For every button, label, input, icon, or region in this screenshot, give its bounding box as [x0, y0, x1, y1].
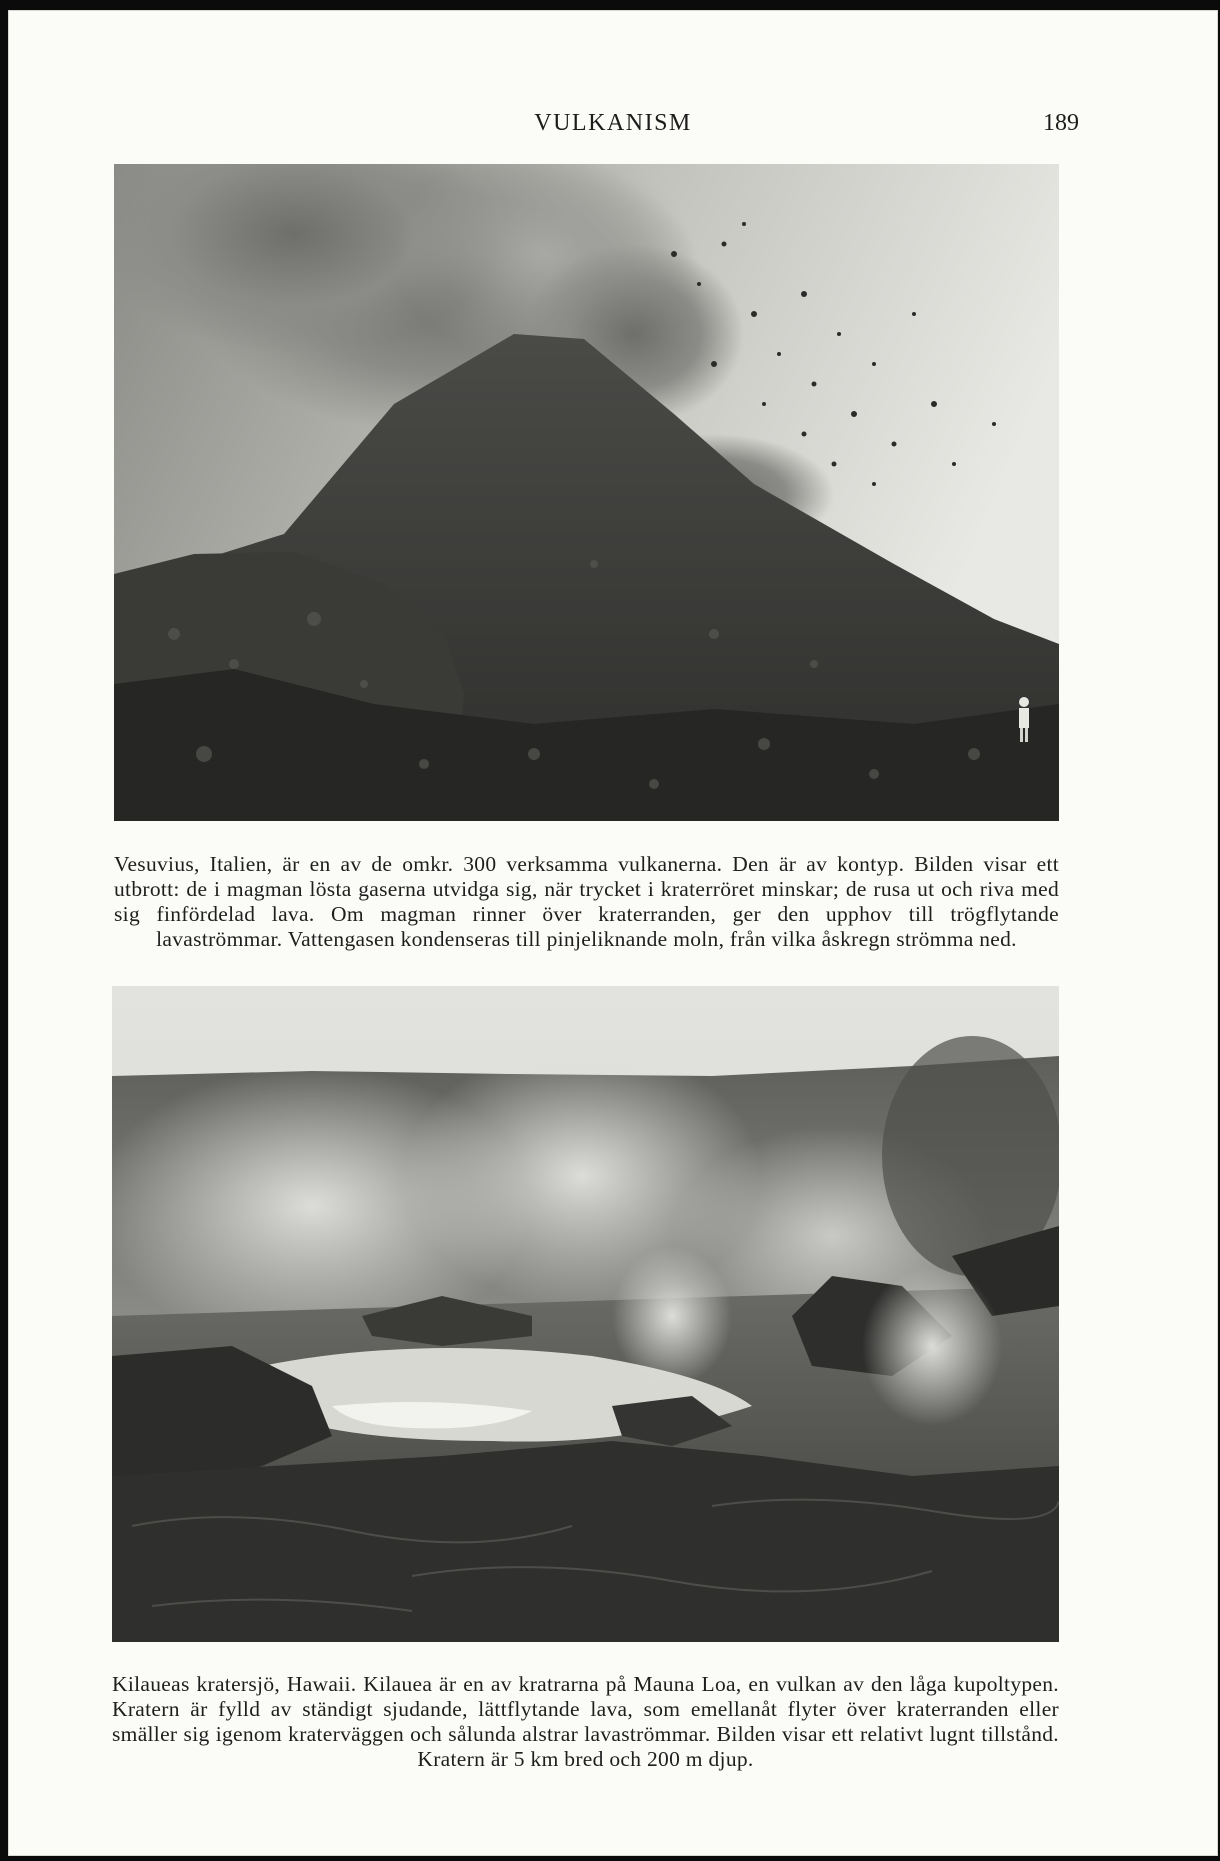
book-page [8, 10, 1218, 1856]
vesuvius-photo [114, 164, 1059, 821]
kilauea-caption: Kilaueas kratersjö, Hawaii. Kilauea är en av kratrarna på Mauna Loa, en vulkan av den låga kupoltypen. Kratern är fylld av ständigt sjudande, lättflytande lava, som emellanåt flyter över kraterranden eller smäller sig igenom kraterväggen och sålunda alstrar lavaströmmar. Bilden visar ett relativt lugnt tillstånd. Kratern är 5 km bred och 200 m djup. [112, 1672, 1059, 1771]
page-number: 189 [1043, 110, 1079, 136]
vesuvius-caption: Vesuvius, Italien, är en av de omkr. 300 verksamma vulkanerna. Den är av kontyp. Bilden visar ett utbrott: de i magman lösta gaserna utvidga sig, när trycket i kraterröret minskar; de rusa ut och riva med sig finfördelad lava. Om magman rinner över kraterranden, ger den upphov till trögflytande lavaströmmar. Vattengasen kondenseras till pinjeliknande moln, från vilka åskregn strömma ned. [114, 852, 1059, 951]
kilauea-photo [112, 986, 1059, 1642]
running-head: VULKANISM [534, 110, 692, 136]
